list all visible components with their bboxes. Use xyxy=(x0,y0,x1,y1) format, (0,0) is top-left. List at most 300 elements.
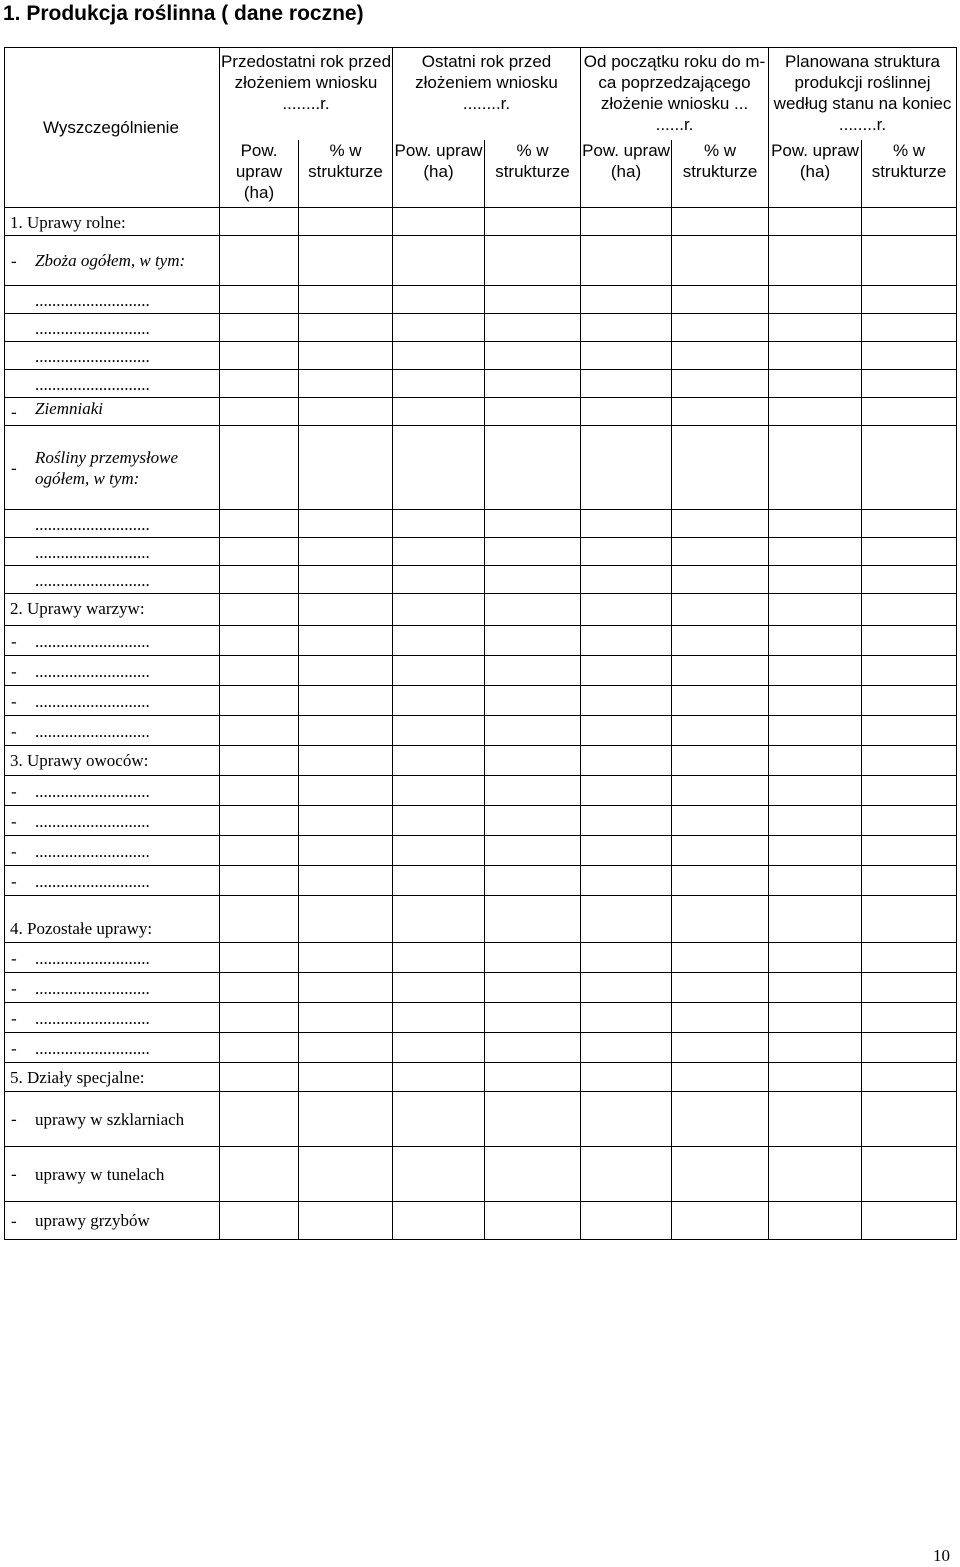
dotted-placeholder: ........................... xyxy=(35,1039,150,1058)
cell-pow-upraw[interactable] xyxy=(393,510,485,538)
cell-pct-strukturze[interactable] xyxy=(485,510,581,538)
cell-pow-upraw[interactable] xyxy=(769,1033,862,1063)
cell-pow-upraw[interactable] xyxy=(581,566,672,594)
cell-pow-upraw[interactable] xyxy=(220,1202,299,1240)
cell-pow-upraw[interactable] xyxy=(769,866,862,896)
cell-pct-strukturze[interactable] xyxy=(485,594,581,626)
cell-pow-upraw[interactable] xyxy=(769,626,862,656)
dotted-placeholder: ........................... xyxy=(35,782,150,801)
cell-pow-upraw[interactable] xyxy=(769,342,862,370)
cell-pow-upraw[interactable] xyxy=(581,286,672,314)
cell-pow-upraw[interactable] xyxy=(581,836,672,866)
row-label xyxy=(5,566,220,594)
cell-pct-strukturze[interactable] xyxy=(299,1092,393,1147)
cell-pct-strukturze[interactable] xyxy=(299,594,393,626)
cell-pow-upraw[interactable] xyxy=(769,1092,862,1147)
cell-pct-strukturze[interactable] xyxy=(672,836,769,866)
cell-pct-strukturze[interactable] xyxy=(672,286,769,314)
cell-pow-upraw[interactable] xyxy=(769,1202,862,1240)
cell-pct-strukturze[interactable] xyxy=(862,538,957,566)
cell-pow-upraw[interactable] xyxy=(393,398,485,426)
section-uprawy-rolne xyxy=(5,208,957,236)
cell-pct-strukturze[interactable] xyxy=(485,1092,581,1147)
cell-pow-upraw[interactable] xyxy=(769,776,862,806)
cell-pct-strukturze[interactable] xyxy=(485,1063,581,1092)
cell-pow-upraw[interactable] xyxy=(581,1033,672,1063)
section-uprawy-warzyw xyxy=(5,594,957,626)
dash-marker: - xyxy=(11,458,17,477)
cell-pow-upraw[interactable] xyxy=(220,1063,299,1092)
col-pct-1: % w strukturze xyxy=(299,140,393,208)
cell-pct-strukturze[interactable] xyxy=(862,806,957,836)
cell-pct-strukturze[interactable] xyxy=(299,1202,393,1240)
cell-pct-strukturze[interactable] xyxy=(672,1202,769,1240)
cell-pct-strukturze[interactable] xyxy=(299,1003,393,1033)
dotted-placeholder: ........................... xyxy=(35,979,150,998)
cell-pow-upraw[interactable] xyxy=(581,943,672,973)
cell-pow-upraw[interactable] xyxy=(769,538,862,566)
cell-pct-strukturze[interactable] xyxy=(672,626,769,656)
cell-pow-upraw[interactable] xyxy=(581,973,672,1003)
row-label xyxy=(5,746,220,776)
cell-pow-upraw[interactable] xyxy=(220,370,299,398)
dash-marker: - xyxy=(11,782,17,801)
cell-pow-upraw[interactable] xyxy=(769,656,862,686)
cell-pct-strukturze[interactable] xyxy=(299,626,393,656)
cell-pct-strukturze[interactable] xyxy=(485,656,581,686)
cell-pow-upraw[interactable] xyxy=(581,510,672,538)
cell-pow-upraw[interactable] xyxy=(769,510,862,538)
cell-pct-strukturze[interactable] xyxy=(862,836,957,866)
cell-pow-upraw[interactable] xyxy=(393,286,485,314)
cell-pct-strukturze[interactable] xyxy=(862,973,957,1003)
cell-pow-upraw[interactable] xyxy=(769,836,862,866)
cell-pct-strukturze[interactable] xyxy=(672,426,769,510)
cell-pow-upraw[interactable] xyxy=(769,896,862,943)
dash-marker: - xyxy=(11,1009,17,1028)
cell-pow-upraw[interactable] xyxy=(220,806,299,836)
cell-pow-upraw[interactable] xyxy=(393,342,485,370)
row-label xyxy=(5,626,220,656)
cell-pct-strukturze[interactable] xyxy=(862,716,957,746)
cell-pct-strukturze[interactable] xyxy=(672,1033,769,1063)
cell-pow-upraw[interactable] xyxy=(393,426,485,510)
cell-pct-strukturze[interactable] xyxy=(299,566,393,594)
cell-pct-strukturze[interactable] xyxy=(485,566,581,594)
cell-pow-upraw[interactable] xyxy=(769,973,862,1003)
dotted-placeholder: ........................... xyxy=(35,692,150,711)
cell-pct-strukturze[interactable] xyxy=(672,1063,769,1092)
row-pozostale-item xyxy=(5,1033,957,1063)
cell-pct-strukturze[interactable] xyxy=(485,208,581,236)
row-pozostale-item xyxy=(5,943,957,973)
cell-pow-upraw[interactable] xyxy=(220,1003,299,1033)
row-zboza-detail xyxy=(5,342,957,370)
cell-pow-upraw[interactable] xyxy=(581,1003,672,1033)
cell-pow-upraw[interactable] xyxy=(769,686,862,716)
cell-pow-upraw[interactable] xyxy=(220,973,299,1003)
cell-pow-upraw[interactable] xyxy=(393,1092,485,1147)
cell-pow-upraw[interactable] xyxy=(393,896,485,943)
cell-pow-upraw[interactable] xyxy=(769,314,862,342)
cell-pct-strukturze[interactable] xyxy=(862,626,957,656)
section-heading: 5. Działy specjalne: xyxy=(10,1068,145,1087)
cell-pow-upraw[interactable] xyxy=(581,594,672,626)
cell-pow-upraw[interactable] xyxy=(393,1202,485,1240)
cell-pct-strukturze[interactable] xyxy=(299,1063,393,1092)
cell-pct-strukturze[interactable] xyxy=(485,398,581,426)
cell-pct-strukturze[interactable] xyxy=(672,398,769,426)
cell-pow-upraw[interactable] xyxy=(393,1003,485,1033)
cell-pct-strukturze[interactable] xyxy=(862,656,957,686)
cell-pow-upraw[interactable] xyxy=(220,626,299,656)
cell-pct-strukturze[interactable] xyxy=(485,626,581,656)
cell-pow-upraw[interactable] xyxy=(220,716,299,746)
cell-pct-strukturze[interactable] xyxy=(672,208,769,236)
cell-pct-strukturze[interactable] xyxy=(299,236,393,286)
cell-pow-upraw[interactable] xyxy=(581,342,672,370)
cell-pow-upraw[interactable] xyxy=(393,716,485,746)
cell-pow-upraw[interactable] xyxy=(220,286,299,314)
cell-pct-strukturze[interactable] xyxy=(862,370,957,398)
cell-pow-upraw[interactable] xyxy=(393,314,485,342)
cell-pow-upraw[interactable] xyxy=(393,866,485,896)
cell-pow-upraw[interactable] xyxy=(769,426,862,510)
cell-pct-strukturze[interactable] xyxy=(485,746,581,776)
row-warzywa-item xyxy=(5,716,957,746)
cell-pow-upraw[interactable] xyxy=(769,1003,862,1033)
row-szklarnie xyxy=(5,1092,957,1147)
cell-pct-strukturze[interactable] xyxy=(485,836,581,866)
cell-pct-strukturze[interactable] xyxy=(672,973,769,1003)
cell-pct-strukturze[interactable] xyxy=(862,314,957,342)
dash-marker: - xyxy=(11,1039,17,1058)
cell-pct-strukturze[interactable] xyxy=(299,716,393,746)
cell-pow-upraw[interactable] xyxy=(393,686,485,716)
cell-pow-upraw[interactable] xyxy=(769,236,862,286)
cell-pow-upraw[interactable] xyxy=(220,656,299,686)
cell-pct-strukturze[interactable] xyxy=(485,866,581,896)
cell-pct-strukturze[interactable] xyxy=(299,398,393,426)
cell-pow-upraw[interactable] xyxy=(393,1147,485,1202)
cell-pow-upraw[interactable] xyxy=(769,716,862,746)
cell-pow-upraw[interactable] xyxy=(581,314,672,342)
cell-pow-upraw[interactable] xyxy=(220,538,299,566)
cell-pow-upraw[interactable] xyxy=(220,426,299,510)
row-text: uprawy w szklarniach xyxy=(35,1109,185,1129)
cell-pow-upraw[interactable] xyxy=(220,896,299,943)
cell-pct-strukturze[interactable] xyxy=(862,510,957,538)
cell-pct-strukturze[interactable] xyxy=(299,806,393,836)
cell-pct-strukturze[interactable] xyxy=(672,896,769,943)
cell-pow-upraw[interactable] xyxy=(581,1092,672,1147)
cell-pow-upraw[interactable] xyxy=(220,594,299,626)
cell-pct-strukturze[interactable] xyxy=(862,426,957,510)
cell-pow-upraw[interactable] xyxy=(220,686,299,716)
row-label xyxy=(5,1147,220,1202)
header-wyszczegolnienie: Wyszczególnienie xyxy=(5,48,220,208)
cell-pow-upraw[interactable] xyxy=(769,1063,862,1092)
row-label xyxy=(5,1063,220,1092)
cell-pct-strukturze[interactable] xyxy=(672,314,769,342)
cell-pct-strukturze[interactable] xyxy=(672,1147,769,1202)
row-label xyxy=(5,538,220,566)
cell-pct-strukturze[interactable] xyxy=(485,943,581,973)
cell-pow-upraw[interactable] xyxy=(393,746,485,776)
row-label xyxy=(5,370,220,398)
cell-pow-upraw[interactable] xyxy=(393,943,485,973)
cell-pow-upraw[interactable] xyxy=(581,1063,672,1092)
row-label xyxy=(5,594,220,626)
cell-pct-strukturze[interactable] xyxy=(299,286,393,314)
cell-pct-strukturze[interactable] xyxy=(862,866,957,896)
row-label xyxy=(5,314,220,342)
cell-pow-upraw[interactable] xyxy=(581,806,672,836)
cell-pow-upraw[interactable] xyxy=(581,236,672,286)
cell-pct-strukturze[interactable] xyxy=(299,342,393,370)
row-owoce-item xyxy=(5,776,957,806)
cell-pct-strukturze[interactable] xyxy=(862,594,957,626)
row-label xyxy=(5,1092,220,1147)
crop-production-table xyxy=(4,47,957,1240)
cell-pct-strukturze[interactable] xyxy=(485,973,581,1003)
cell-pow-upraw[interactable] xyxy=(393,538,485,566)
cell-pct-strukturze[interactable] xyxy=(672,236,769,286)
cell-pct-strukturze[interactable] xyxy=(299,1033,393,1063)
row-label xyxy=(5,866,220,896)
cell-pow-upraw[interactable] xyxy=(581,208,672,236)
cell-pow-upraw[interactable] xyxy=(393,626,485,656)
cell-pct-strukturze[interactable] xyxy=(672,746,769,776)
dotted-placeholder: ........................... xyxy=(35,571,150,590)
cell-pct-strukturze[interactable] xyxy=(672,943,769,973)
header-group-biezacy: Od początku roku do m-ca poprzedzającego złożenie wniosku ... ......r. xyxy=(581,48,769,140)
cell-pct-strukturze[interactable] xyxy=(299,538,393,566)
cell-pow-upraw[interactable] xyxy=(393,566,485,594)
cell-pow-upraw[interactable] xyxy=(393,656,485,686)
dotted-placeholder: ........................... xyxy=(35,1009,150,1028)
cell-pct-strukturze[interactable] xyxy=(299,836,393,866)
cell-pct-strukturze[interactable] xyxy=(672,776,769,806)
cell-pct-strukturze[interactable] xyxy=(672,866,769,896)
cell-pow-upraw[interactable] xyxy=(220,776,299,806)
cell-pct-strukturze[interactable] xyxy=(299,208,393,236)
dotted-placeholder: ........................... xyxy=(35,347,150,366)
cell-pow-upraw[interactable] xyxy=(769,286,862,314)
cell-pct-strukturze[interactable] xyxy=(299,1147,393,1202)
cell-pow-upraw[interactable] xyxy=(220,943,299,973)
cell-pow-upraw[interactable] xyxy=(581,656,672,686)
cell-pow-upraw[interactable] xyxy=(393,973,485,1003)
cell-pow-upraw[interactable] xyxy=(220,510,299,538)
cell-pow-upraw[interactable] xyxy=(769,943,862,973)
cell-pct-strukturze[interactable] xyxy=(299,943,393,973)
cell-pct-strukturze[interactable] xyxy=(485,806,581,836)
cell-pct-strukturze[interactable] xyxy=(485,286,581,314)
cell-pow-upraw[interactable] xyxy=(393,806,485,836)
cell-pow-upraw[interactable] xyxy=(769,566,862,594)
cell-pct-strukturze[interactable] xyxy=(485,716,581,746)
cell-pct-strukturze[interactable] xyxy=(672,594,769,626)
cell-pct-strukturze[interactable] xyxy=(672,656,769,686)
cell-pow-upraw[interactable] xyxy=(220,746,299,776)
cell-pct-strukturze[interactable] xyxy=(862,398,957,426)
cell-pct-strukturze[interactable] xyxy=(672,716,769,746)
cell-pow-upraw[interactable] xyxy=(769,746,862,776)
cell-pct-strukturze[interactable] xyxy=(862,342,957,370)
cell-pct-strukturze[interactable] xyxy=(299,776,393,806)
cell-pct-strukturze[interactable] xyxy=(299,314,393,342)
cell-pow-upraw[interactable] xyxy=(581,1147,672,1202)
cell-pow-upraw[interactable] xyxy=(220,1092,299,1147)
cell-pow-upraw[interactable] xyxy=(393,594,485,626)
dash-marker: - xyxy=(11,949,17,968)
row-owoce-item xyxy=(5,866,957,896)
cell-pow-upraw[interactable] xyxy=(220,836,299,866)
cell-pow-upraw[interactable] xyxy=(581,538,672,566)
cell-pow-upraw[interactable] xyxy=(581,398,672,426)
cell-pct-strukturze[interactable] xyxy=(485,1202,581,1240)
cell-pct-strukturze[interactable] xyxy=(862,896,957,943)
cell-pct-strukturze[interactable] xyxy=(299,510,393,538)
cell-pow-upraw[interactable] xyxy=(393,236,485,286)
cell-pct-strukturze[interactable] xyxy=(862,1033,957,1063)
cell-pow-upraw[interactable] xyxy=(581,426,672,510)
dash-marker: - xyxy=(11,872,17,891)
cell-pow-upraw[interactable] xyxy=(581,1202,672,1240)
row-text: Rośliny przemysłowe ogółem, w tym: xyxy=(35,447,179,488)
cell-pow-upraw[interactable] xyxy=(581,686,672,716)
cell-pct-strukturze[interactable] xyxy=(672,686,769,716)
cell-pow-upraw[interactable] xyxy=(393,208,485,236)
cell-pct-strukturze[interactable] xyxy=(299,426,393,510)
cell-pow-upraw[interactable] xyxy=(581,626,672,656)
cell-pct-strukturze[interactable] xyxy=(299,973,393,1003)
cell-pct-strukturze[interactable] xyxy=(862,566,957,594)
cell-pow-upraw[interactable] xyxy=(581,866,672,896)
cell-pow-upraw[interactable] xyxy=(220,342,299,370)
dotted-placeholder: ........................... xyxy=(35,722,150,741)
cell-pow-upraw[interactable] xyxy=(769,208,862,236)
section-uprawy-owocow xyxy=(5,746,957,776)
row-zboza-detail xyxy=(5,286,957,314)
cell-pct-strukturze[interactable] xyxy=(485,686,581,716)
cell-pct-strukturze[interactable] xyxy=(672,1092,769,1147)
cell-pct-strukturze[interactable] xyxy=(485,426,581,510)
cell-pow-upraw[interactable] xyxy=(393,1033,485,1063)
cell-pct-strukturze[interactable] xyxy=(485,1033,581,1063)
cell-pct-strukturze[interactable] xyxy=(672,370,769,398)
cell-pct-strukturze[interactable] xyxy=(485,538,581,566)
cell-pct-strukturze[interactable] xyxy=(862,286,957,314)
cell-pct-strukturze[interactable] xyxy=(485,342,581,370)
row-label xyxy=(5,426,220,510)
col-pct-2: % w strukturze xyxy=(485,140,581,208)
row-text: uprawy grzybów xyxy=(35,1211,150,1230)
cell-pct-strukturze[interactable] xyxy=(862,208,957,236)
page-number: 10 xyxy=(933,1546,950,1565)
cell-pct-strukturze[interactable] xyxy=(485,314,581,342)
cell-pct-strukturze[interactable] xyxy=(485,370,581,398)
cell-pct-strukturze[interactable] xyxy=(485,1147,581,1202)
cell-pct-strukturze[interactable] xyxy=(862,686,957,716)
cell-pct-strukturze[interactable] xyxy=(299,656,393,686)
dash-marker: - xyxy=(11,1164,17,1184)
cell-pct-strukturze[interactable] xyxy=(862,1147,957,1202)
cell-pow-upraw[interactable] xyxy=(769,594,862,626)
cell-pow-upraw[interactable] xyxy=(393,836,485,866)
section-heading: 2. Uprawy warzyw: xyxy=(10,599,145,618)
cell-pow-upraw[interactable] xyxy=(769,806,862,836)
cell-pct-strukturze[interactable] xyxy=(862,776,957,806)
cell-pow-upraw[interactable] xyxy=(393,1063,485,1092)
cell-pct-strukturze[interactable] xyxy=(862,236,957,286)
cell-pct-strukturze[interactable] xyxy=(485,776,581,806)
cell-pow-upraw[interactable] xyxy=(220,566,299,594)
cell-pow-upraw[interactable] xyxy=(393,370,485,398)
cell-pct-strukturze[interactable] xyxy=(299,686,393,716)
cell-pct-strukturze[interactable] xyxy=(672,538,769,566)
cell-pct-strukturze[interactable] xyxy=(485,236,581,286)
cell-pow-upraw[interactable] xyxy=(769,1147,862,1202)
cell-pow-upraw[interactable] xyxy=(393,776,485,806)
cell-pow-upraw[interactable] xyxy=(220,1033,299,1063)
cell-pct-strukturze[interactable] xyxy=(672,1003,769,1033)
cell-pct-strukturze[interactable] xyxy=(862,1092,957,1147)
row-label xyxy=(5,398,220,426)
row-label xyxy=(5,342,220,370)
cell-pow-upraw[interactable] xyxy=(769,370,862,398)
cell-pct-strukturze[interactable] xyxy=(299,746,393,776)
cell-pct-strukturze[interactable] xyxy=(862,746,957,776)
cell-pow-upraw[interactable] xyxy=(220,1147,299,1202)
cell-pow-upraw[interactable] xyxy=(220,208,299,236)
row-ziemniaki xyxy=(5,398,957,426)
dash-marker: - xyxy=(11,812,17,831)
row-zboza-detail xyxy=(5,314,957,342)
row-label xyxy=(5,806,220,836)
cell-pct-strukturze[interactable] xyxy=(862,943,957,973)
cell-pow-upraw[interactable] xyxy=(769,398,862,426)
cell-pct-strukturze[interactable] xyxy=(485,896,581,943)
dotted-placeholder: ........................... xyxy=(35,515,150,534)
cell-pow-upraw[interactable] xyxy=(581,896,672,943)
cell-pow-upraw[interactable] xyxy=(581,716,672,746)
dash-marker: - xyxy=(11,979,17,998)
row-warzywa-item xyxy=(5,686,957,716)
cell-pct-strukturze[interactable] xyxy=(672,566,769,594)
cell-pct-strukturze[interactable] xyxy=(862,1202,957,1240)
dotted-placeholder: ........................... xyxy=(35,949,150,968)
cell-pct-strukturze[interactable] xyxy=(862,1003,957,1033)
cell-pow-upraw[interactable] xyxy=(220,866,299,896)
cell-pct-strukturze[interactable] xyxy=(672,510,769,538)
cell-pow-upraw[interactable] xyxy=(220,398,299,426)
cell-pow-upraw[interactable] xyxy=(581,370,672,398)
cell-pow-upraw[interactable] xyxy=(220,314,299,342)
cell-pow-upraw[interactable] xyxy=(581,746,672,776)
cell-pow-upraw[interactable] xyxy=(220,236,299,286)
cell-pct-strukturze[interactable] xyxy=(299,370,393,398)
cell-pct-strukturze[interactable] xyxy=(672,342,769,370)
cell-pct-strukturze[interactable] xyxy=(672,806,769,836)
dash-marker: - xyxy=(11,1211,17,1230)
cell-pct-strukturze[interactable] xyxy=(485,1003,581,1033)
cell-pct-strukturze[interactable] xyxy=(299,866,393,896)
cell-pct-strukturze[interactable] xyxy=(862,1063,957,1092)
cell-pct-strukturze[interactable] xyxy=(299,896,393,943)
cell-pow-upraw[interactable] xyxy=(581,776,672,806)
